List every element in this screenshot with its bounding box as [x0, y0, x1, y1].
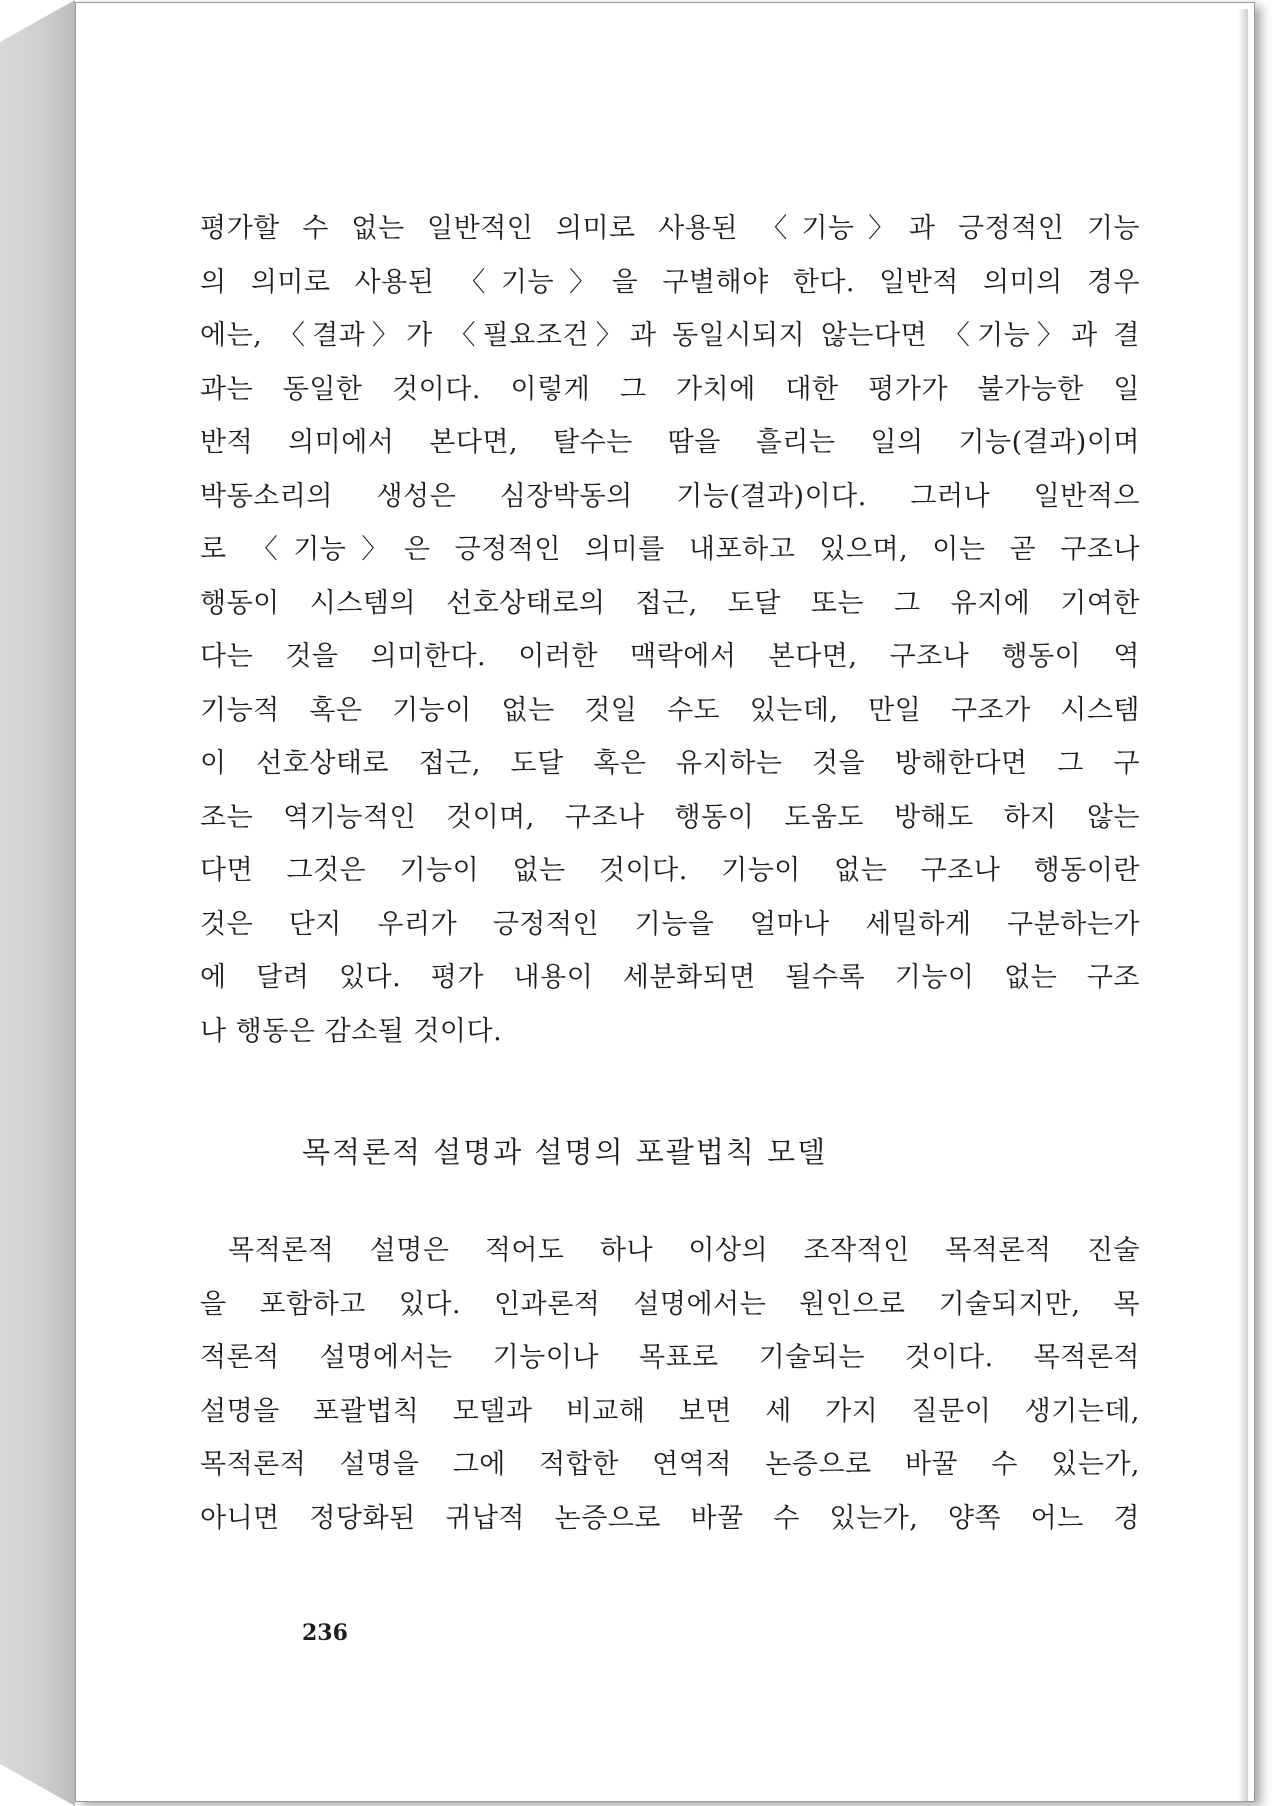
paragraph-line: 다는 것을 의미한다. 이러한 맥락에서 본다면, 구조나 행동이 역	[200, 641, 1140, 672]
paragraph-line: 반적 의미에서 본다면, 탈수는 땀을 흘리는 일의 기능(결과)이며	[200, 427, 1140, 458]
paragraph-line: 을 포함하고 있다. 인과론적 설명에서는 원인으로 기술되지만, 목	[200, 1288, 1140, 1320]
paragraph-line: 행동이 시스템의 선호상태로의 접근, 도달 또는 그 유지에 기여한	[200, 587, 1140, 619]
body-paragraph-1	[200, 202, 1140, 1058]
page-edge-shadow	[1238, 9, 1248, 1801]
book-spine-edge	[0, 0, 75, 1806]
paragraph-line: 나 행동은 감소될 것이다.	[200, 1015, 503, 1047]
paragraph-line: 의 의미로 사용된 〈기능〉을 구별해야 한다. 일반적 의미의 경우	[200, 266, 1140, 298]
paragraph-line: 적론적 설명에서는 기능이나 목표로 기술되는 것이다. 목적론적	[200, 1342, 1140, 1373]
section-heading: 목적론적 설명과 설명의 포괄법칙 모델	[302, 1135, 828, 1169]
paragraph-line: 이 선호상태로 접근, 도달 혹은 유지하는 것을 방해한다면 그 구	[200, 748, 1140, 779]
body-paragraph-2	[200, 1224, 1140, 1545]
paragraph-line: 아니면 정당화된 귀납적 논증으로 바꿀 수 있는가, 양쪽 어느 경	[200, 1502, 1140, 1534]
paragraph-line: 에 달려 있다. 평가 내용이 세분화되면 될수록 기능이 없는 구조	[200, 962, 1140, 993]
paragraph-line: 조는 역기능적인 것이며, 구조나 행동이 도움도 방해도 하지 않는	[200, 801, 1140, 833]
paragraph-line: 에는, 〈결과〉가 〈필요조건〉과 동일시되지 않는다면 〈기능〉과 결	[200, 320, 1140, 351]
page-number: 236	[302, 1620, 348, 1646]
paragraph-line: 설명을 포괄법칙 모델과 비교해 보면 세 가지 질문이 생기는데,	[200, 1395, 1140, 1427]
paragraph-line: 과는 동일한 것이다. 이렇게 그 가치에 대한 평가가 불가능한 일	[200, 373, 1140, 405]
paragraph-line: 로 〈기능〉은 긍정적인 의미를 내포하고 있으며, 이는 곧 구조나	[200, 534, 1140, 565]
paragraph-line: 기능적 혹은 기능이 없는 것일 수도 있는데, 만일 구조가 시스템	[200, 694, 1140, 726]
paragraph-line: 평가할 수 없는 일반적인 의미로 사용된 〈기능〉과 긍정적인 기능	[200, 213, 1140, 244]
paragraph-line: 다면 그것은 기능이 없는 것이다. 기능이 없는 구조나 행동이란	[200, 855, 1140, 886]
paragraph-line: 것은 단지 우리가 긍정적인 기능을 얼마나 세밀하게 구분하는가	[200, 908, 1140, 940]
paragraph-line: 박동소리의 생성은 심장박동의 기능(결과)이다. 그러나 일반적으	[200, 480, 1140, 512]
spine-top-bevel	[0, 0, 75, 42]
paragraph-line: 목적론적 설명은 적어도 하나 이상의 조작적인 목적론적 진술	[228, 1235, 1140, 1266]
paragraph-line: 목적론적 설명을 그에 적합한 연역적 논증으로 바꿀 수 있는가,	[200, 1449, 1140, 1480]
spine-bottom-bevel	[0, 1764, 75, 1806]
